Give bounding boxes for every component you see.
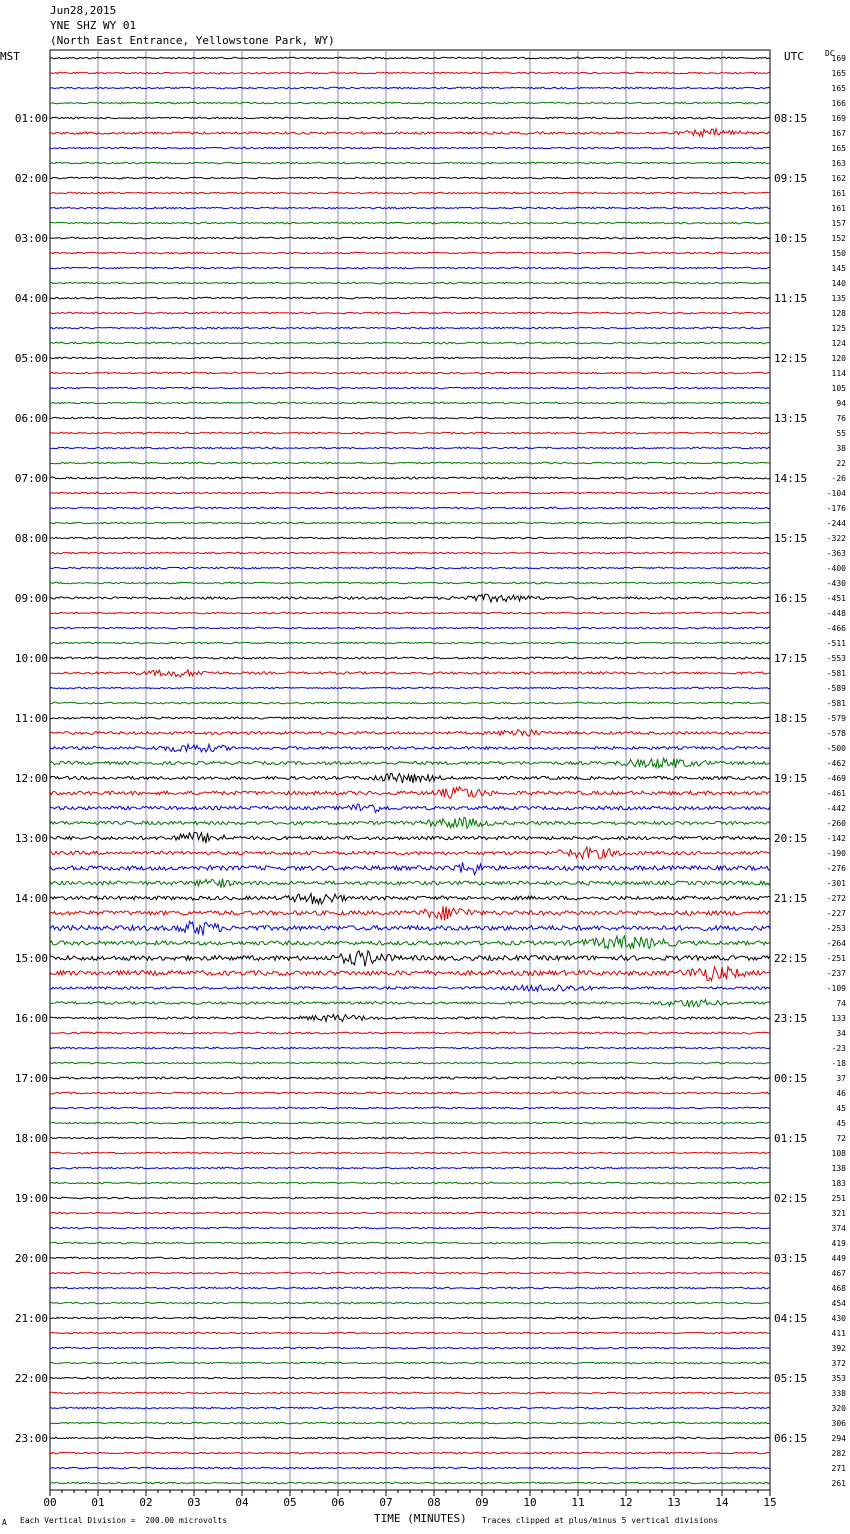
dc-offset-label: 145 bbox=[831, 264, 846, 273]
dc-offset-label: -451 bbox=[826, 594, 846, 603]
dc-offset-label: 454 bbox=[831, 1299, 846, 1308]
trace-line bbox=[50, 642, 770, 644]
trace-line bbox=[50, 192, 770, 194]
trace-line bbox=[50, 1242, 770, 1244]
trace-line bbox=[50, 670, 770, 677]
trace-line bbox=[50, 582, 770, 584]
dc-offset-label: 45 bbox=[836, 1104, 846, 1113]
trace-line bbox=[50, 627, 770, 629]
right-hour-label: 05:15 bbox=[774, 1372, 808, 1385]
dc-offset-label: 46 bbox=[836, 1089, 846, 1098]
right-hour-label: 08:15 bbox=[774, 112, 808, 125]
left-hour-label: 22:00 bbox=[14, 1372, 48, 1385]
right-hour-label: 11:15 bbox=[774, 292, 808, 305]
trace-line bbox=[50, 1182, 770, 1184]
left-hour-label: 04:00 bbox=[14, 292, 48, 305]
dc-offset-header: DC bbox=[825, 49, 835, 58]
left-hour-label: 17:00 bbox=[14, 1072, 48, 1085]
right-hour-label: 06:15 bbox=[774, 1432, 808, 1445]
dc-offset-label: 133 bbox=[831, 1014, 846, 1023]
trace-line bbox=[50, 804, 770, 812]
dc-offset-label: -264 bbox=[826, 939, 846, 948]
trace-line bbox=[50, 57, 770, 59]
x-tick-label: 01 bbox=[91, 1496, 105, 1509]
left-hour-label: 08:00 bbox=[14, 532, 48, 545]
trace-line bbox=[50, 1212, 770, 1214]
dc-offset-label: 467 bbox=[831, 1269, 846, 1278]
right-hour-label: 18:15 bbox=[774, 712, 808, 725]
trace-line bbox=[50, 1014, 770, 1021]
trace-line bbox=[50, 894, 770, 905]
left-hour-label: 15:00 bbox=[14, 952, 48, 965]
dc-offset-label: -142 bbox=[826, 834, 846, 843]
dc-offset-label: -260 bbox=[826, 819, 846, 828]
trace-line bbox=[50, 372, 770, 374]
dc-offset-label: -26 bbox=[831, 474, 846, 483]
trace-line bbox=[50, 832, 770, 843]
trace-line bbox=[50, 492, 770, 494]
trace-line bbox=[50, 906, 770, 921]
trace-line bbox=[50, 758, 770, 768]
dc-offset-label: 372 bbox=[831, 1359, 846, 1368]
dc-offset-label: -581 bbox=[826, 669, 846, 678]
trace-line bbox=[50, 773, 770, 783]
right-timezone-label: UTC bbox=[784, 50, 804, 63]
dc-offset-label: 157 bbox=[831, 219, 846, 228]
dc-offset-label: -109 bbox=[826, 984, 846, 993]
trace-line bbox=[50, 612, 770, 614]
dc-offset-label: -430 bbox=[826, 579, 846, 588]
right-hour-label: 02:15 bbox=[774, 1192, 808, 1205]
trace-line bbox=[50, 787, 770, 798]
right-hour-label: 22:15 bbox=[774, 952, 808, 965]
dc-offset-label: 261 bbox=[831, 1479, 846, 1488]
right-hour-label: 09:15 bbox=[774, 172, 808, 185]
trace-line bbox=[50, 1257, 770, 1259]
dc-offset-label: 166 bbox=[831, 99, 846, 108]
dc-offset-label: 45 bbox=[836, 1119, 846, 1128]
trace-line bbox=[50, 1407, 770, 1409]
dc-offset-label: 411 bbox=[831, 1329, 846, 1338]
trace-line bbox=[50, 207, 770, 209]
left-hour-label: 21:00 bbox=[14, 1312, 48, 1325]
trace-line bbox=[50, 1332, 770, 1334]
right-hour-label: 14:15 bbox=[774, 472, 808, 485]
left-hour-label: 10:00 bbox=[14, 652, 48, 665]
dc-offset-label: 167 bbox=[831, 129, 846, 138]
plot-frame bbox=[50, 50, 770, 1490]
left-hour-label: 14:00 bbox=[14, 892, 48, 905]
dc-offset-label: -363 bbox=[826, 549, 846, 558]
x-tick-label: 03 bbox=[187, 1496, 201, 1509]
right-hour-label: 21:15 bbox=[774, 892, 808, 905]
dc-offset-label: -18 bbox=[831, 1059, 846, 1068]
trace-line bbox=[50, 951, 770, 967]
x-tick-label: 09 bbox=[475, 1496, 489, 1509]
dc-offset-label: 162 bbox=[831, 174, 846, 183]
trace-line bbox=[50, 1482, 770, 1484]
trace-line bbox=[50, 447, 770, 449]
left-hour-label: 18:00 bbox=[14, 1132, 48, 1145]
trace-line bbox=[50, 730, 770, 737]
trace-line bbox=[50, 594, 770, 602]
trace-line bbox=[50, 1092, 770, 1094]
dc-offset-label: 22 bbox=[836, 459, 846, 468]
clip-note: Traces clipped at plus/minus 5 vertical divisions bbox=[482, 1516, 719, 1525]
right-hour-label: 17:15 bbox=[774, 652, 808, 665]
trace-line bbox=[50, 921, 770, 935]
trace-line bbox=[50, 967, 770, 981]
x-tick-label: 11 bbox=[571, 1496, 585, 1509]
x-tick-label: 13 bbox=[667, 1496, 681, 1509]
dc-offset-label: -466 bbox=[826, 624, 846, 633]
trace-line bbox=[50, 72, 770, 74]
dc-offset-label: 374 bbox=[831, 1224, 846, 1233]
dc-offset-label: -322 bbox=[826, 534, 846, 543]
x-tick-label: 02 bbox=[139, 1496, 153, 1509]
dc-offset-label: -227 bbox=[826, 909, 846, 918]
trace-line bbox=[50, 1437, 770, 1439]
right-hour-label: 04:15 bbox=[774, 1312, 808, 1325]
trace-line bbox=[50, 357, 770, 359]
dc-offset-label: 76 bbox=[836, 414, 846, 423]
dc-offset-label: 419 bbox=[831, 1239, 846, 1248]
dc-offset-label: 169 bbox=[831, 114, 846, 123]
dc-offset-label: -469 bbox=[826, 774, 846, 783]
dc-offset-label: 392 bbox=[831, 1344, 846, 1353]
station-code: YNE SHZ WY 01 bbox=[50, 19, 137, 32]
trace-line bbox=[50, 847, 770, 858]
trace-line bbox=[50, 147, 770, 149]
trace-line bbox=[50, 462, 770, 464]
right-hour-label: 10:15 bbox=[774, 232, 808, 245]
dc-offset-label: 165 bbox=[831, 69, 846, 78]
dc-offset-label: 449 bbox=[831, 1254, 846, 1263]
trace-line bbox=[50, 312, 770, 314]
left-hour-label: 05:00 bbox=[14, 352, 48, 365]
x-tick-label: 15 bbox=[763, 1496, 777, 1509]
trace-line bbox=[50, 1317, 770, 1319]
dc-offset-label: 150 bbox=[831, 249, 846, 258]
right-hour-label: 20:15 bbox=[774, 832, 808, 845]
trace-line bbox=[50, 862, 770, 874]
trace-line bbox=[50, 297, 770, 299]
trace-line bbox=[50, 1287, 770, 1289]
trace-line bbox=[50, 387, 770, 389]
right-hour-label: 12:15 bbox=[774, 352, 808, 365]
left-hour-label: 16:00 bbox=[14, 1012, 48, 1025]
trace-line bbox=[50, 129, 770, 136]
x-tick-label: 04 bbox=[235, 1496, 249, 1509]
left-hour-label: 09:00 bbox=[14, 592, 48, 605]
trace-line bbox=[50, 985, 770, 991]
dc-offset-label: 306 bbox=[831, 1419, 846, 1428]
left-hour-label: 06:00 bbox=[14, 412, 48, 425]
trace-line bbox=[50, 117, 770, 119]
trace-line bbox=[50, 1197, 770, 1199]
dc-offset-label: 135 bbox=[831, 294, 846, 303]
dc-offset-label: -448 bbox=[826, 609, 846, 618]
trace-line bbox=[50, 222, 770, 224]
right-hour-label: 03:15 bbox=[774, 1252, 808, 1265]
dc-offset-label: 271 bbox=[831, 1464, 846, 1473]
left-hour-label: 19:00 bbox=[14, 1192, 48, 1205]
right-hour-label: 13:15 bbox=[774, 412, 808, 425]
x-tick-label: 10 bbox=[523, 1496, 537, 1509]
dc-offset-label: -190 bbox=[826, 849, 846, 858]
dc-offset-label: 37 bbox=[836, 1074, 846, 1083]
dc-offset-label: -253 bbox=[826, 924, 846, 933]
trace-line bbox=[50, 1107, 770, 1109]
dc-offset-label: -581 bbox=[826, 699, 846, 708]
dc-offset-label: -579 bbox=[826, 714, 846, 723]
dc-offset-label: 125 bbox=[831, 324, 846, 333]
trace-line bbox=[50, 327, 770, 329]
left-hour-label: 07:00 bbox=[14, 472, 48, 485]
left-hour-label: 01:00 bbox=[14, 112, 48, 125]
trace-line bbox=[50, 1047, 770, 1049]
dc-offset-label: 163 bbox=[831, 159, 846, 168]
left-hour-label: 20:00 bbox=[14, 1252, 48, 1265]
trace-line bbox=[50, 1362, 770, 1364]
trace-line bbox=[50, 1467, 770, 1469]
seismic-traces bbox=[50, 57, 770, 1484]
dc-offset-label: -442 bbox=[826, 804, 846, 813]
dc-offset-label: 114 bbox=[831, 369, 846, 378]
right-hour-label: 19:15 bbox=[774, 772, 808, 785]
trace-line bbox=[50, 1377, 770, 1379]
right-hour-label: 23:15 bbox=[774, 1012, 808, 1025]
dc-offset-label: 183 bbox=[831, 1179, 846, 1188]
left-hour-label: 23:00 bbox=[14, 1432, 48, 1445]
dc-offset-label: 320 bbox=[831, 1404, 846, 1413]
x-tick-label: 12 bbox=[619, 1496, 633, 1509]
trace-line bbox=[50, 1227, 770, 1229]
trace-line bbox=[50, 1077, 770, 1079]
dc-offset-label: 353 bbox=[831, 1374, 846, 1383]
dc-offset-label: -461 bbox=[826, 789, 846, 798]
dc-offset-label: -301 bbox=[826, 879, 846, 888]
trace-line bbox=[50, 1032, 770, 1034]
trace-line bbox=[50, 1272, 770, 1274]
dc-offset-label: 169 bbox=[831, 54, 846, 63]
dc-offset-label: -23 bbox=[831, 1044, 846, 1053]
dc-offset-label: 138 bbox=[831, 1164, 846, 1173]
dc-offset-label: 55 bbox=[836, 429, 846, 438]
trace-line bbox=[50, 879, 770, 888]
trace-line bbox=[50, 237, 770, 239]
trace-line bbox=[50, 162, 770, 164]
trace-line bbox=[50, 817, 770, 828]
x-tick-label: 06 bbox=[331, 1496, 345, 1509]
trace-line bbox=[50, 507, 770, 509]
trace-line bbox=[50, 177, 770, 179]
trace-line bbox=[50, 1000, 770, 1008]
dc-offset-label: 38 bbox=[836, 444, 846, 453]
trace-line bbox=[50, 537, 770, 539]
trace-line bbox=[50, 687, 770, 689]
trace-line bbox=[50, 567, 770, 569]
dc-offset-label: 161 bbox=[831, 204, 846, 213]
trace-line bbox=[50, 1137, 770, 1139]
dc-offset-label: -578 bbox=[826, 729, 846, 738]
dc-offset-label: 161 bbox=[831, 189, 846, 198]
trace-line bbox=[50, 1167, 770, 1169]
dc-offset-label: 140 bbox=[831, 279, 846, 288]
x-tick-label: 07 bbox=[379, 1496, 393, 1509]
trace-line bbox=[50, 522, 770, 524]
trace-line bbox=[50, 102, 770, 104]
trace-line bbox=[50, 402, 770, 404]
dc-offset-label: 165 bbox=[831, 144, 846, 153]
dc-offset-label: 34 bbox=[836, 1029, 846, 1038]
trace-line bbox=[50, 87, 770, 89]
dc-offset-label: -176 bbox=[826, 504, 846, 513]
left-hour-label: 02:00 bbox=[14, 172, 48, 185]
dc-offset-label: 128 bbox=[831, 309, 846, 318]
dc-offset-label: -400 bbox=[826, 564, 846, 573]
trace-line bbox=[50, 1122, 770, 1124]
dc-offset-label: 72 bbox=[836, 1134, 846, 1143]
dc-offset-label: 430 bbox=[831, 1314, 846, 1323]
dc-offset-label: -589 bbox=[826, 684, 846, 693]
trace-line bbox=[50, 1062, 770, 1064]
x-tick-label: 05 bbox=[283, 1496, 297, 1509]
x-axis-title: TIME (MINUTES) bbox=[374, 1512, 467, 1525]
trace-line bbox=[50, 252, 770, 254]
trace-line bbox=[50, 702, 770, 704]
dc-offset-label: 120 bbox=[831, 354, 846, 363]
trace-line bbox=[50, 282, 770, 284]
left-hour-label: 13:00 bbox=[14, 832, 48, 845]
left-hour-label: 11:00 bbox=[14, 712, 48, 725]
plot-date: Jun28,2015 bbox=[50, 4, 117, 17]
dc-offset-label: -251 bbox=[826, 954, 846, 963]
scale-note: Each Vertical Division = 200.00 microvolts bbox=[20, 1516, 228, 1525]
right-hour-label: 16:15 bbox=[774, 592, 808, 605]
trace-line bbox=[50, 342, 770, 344]
x-tick-label: 14 bbox=[715, 1496, 729, 1509]
dc-offset-label: -237 bbox=[826, 969, 846, 978]
trace-line bbox=[50, 1302, 770, 1304]
dc-offset-label: 74 bbox=[836, 999, 846, 1008]
station-location: (North East Entrance, Yellowstone Park, WY) bbox=[50, 34, 335, 47]
dc-offset-label: 94 bbox=[836, 399, 846, 408]
dc-offset-label: 165 bbox=[831, 84, 846, 93]
dc-offset-label: -244 bbox=[826, 519, 846, 528]
corner-mark: A bbox=[2, 1518, 7, 1527]
trace-line bbox=[50, 936, 770, 949]
trace-line bbox=[50, 744, 770, 752]
dc-offset-label: 294 bbox=[831, 1434, 846, 1443]
plot-labels bbox=[15, 54, 846, 1509]
dc-offset-label: 105 bbox=[831, 384, 846, 393]
dc-offset-label: -511 bbox=[826, 639, 846, 648]
trace-line bbox=[50, 1392, 770, 1394]
right-hour-label: 00:15 bbox=[774, 1072, 808, 1085]
dc-offset-label: -500 bbox=[826, 744, 846, 753]
dc-offset-label: -272 bbox=[826, 894, 846, 903]
dc-offset-label: 321 bbox=[831, 1209, 846, 1218]
trace-line bbox=[50, 1152, 770, 1154]
dc-offset-label: -462 bbox=[826, 759, 846, 768]
trace-line bbox=[50, 1422, 770, 1424]
dc-offset-label: 124 bbox=[831, 339, 846, 348]
trace-line bbox=[50, 1347, 770, 1349]
dc-offset-label: 338 bbox=[831, 1389, 846, 1398]
dc-offset-label: 468 bbox=[831, 1284, 846, 1293]
trace-line bbox=[50, 477, 770, 479]
dc-offset-label: 108 bbox=[831, 1149, 846, 1158]
dc-offset-label: -553 bbox=[826, 654, 846, 663]
right-hour-label: 15:15 bbox=[774, 532, 808, 545]
trace-line bbox=[50, 1452, 770, 1454]
dc-offset-label: -276 bbox=[826, 864, 846, 873]
left-timezone-label: MST bbox=[0, 50, 20, 63]
dc-offset-label: -104 bbox=[826, 489, 846, 498]
left-hour-label: 12:00 bbox=[14, 772, 48, 785]
trace-line bbox=[50, 417, 770, 419]
dc-offset-label: 282 bbox=[831, 1449, 846, 1458]
trace-line bbox=[50, 267, 770, 269]
dc-offset-label: 152 bbox=[831, 234, 846, 243]
trace-line bbox=[50, 717, 770, 719]
x-tick-label: 00 bbox=[43, 1496, 57, 1509]
dc-offset-label: 251 bbox=[831, 1194, 846, 1203]
left-hour-label: 03:00 bbox=[14, 232, 48, 245]
right-hour-label: 01:15 bbox=[774, 1132, 808, 1145]
trace-line bbox=[50, 657, 770, 659]
trace-line bbox=[50, 432, 770, 434]
trace-line bbox=[50, 552, 770, 554]
x-tick-label: 08 bbox=[427, 1496, 441, 1509]
